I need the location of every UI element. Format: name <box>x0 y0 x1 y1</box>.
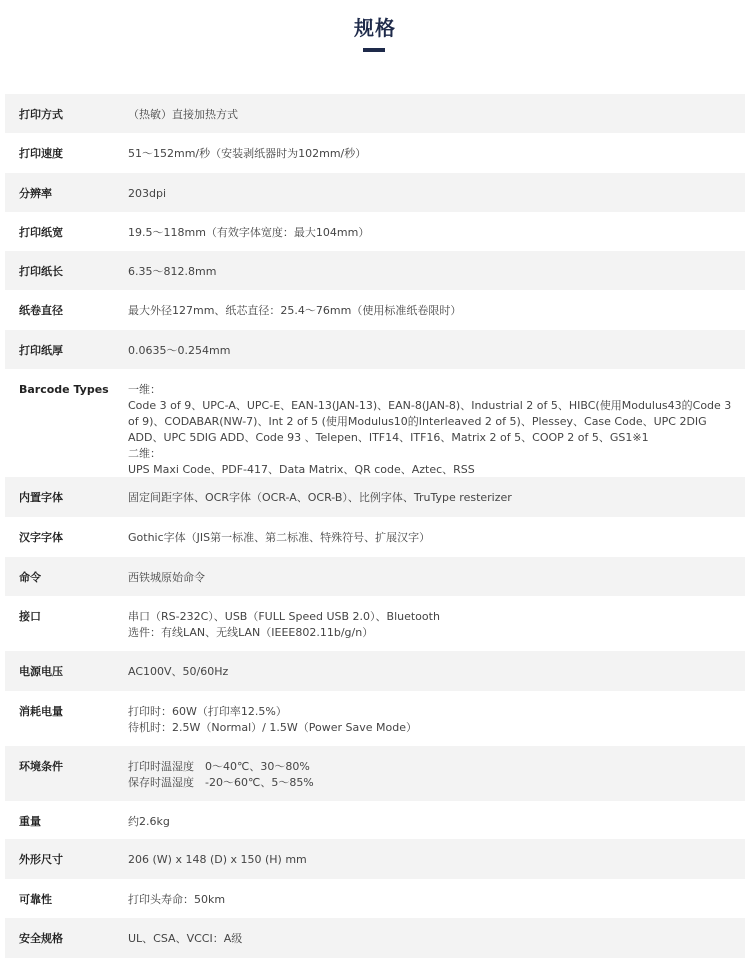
spec-row <box>5 173 745 212</box>
title-underline <box>363 48 385 52</box>
spec-label: 消耗电量 <box>19 705 63 718</box>
spec-value <box>115 609 745 641</box>
spec-label: 打印纸厚 <box>19 344 63 357</box>
spec-value-line: 打印时：60W（打印率12.5%） <box>128 705 287 718</box>
spec-value-line: 保存时温湿度 -20～60℃、5～85% <box>128 776 314 789</box>
spec-label: 打印纸宽 <box>19 226 63 239</box>
spec-row <box>5 879 745 918</box>
spec-value <box>115 704 745 736</box>
page-title: 规格 <box>354 16 396 40</box>
spec-value <box>115 570 745 586</box>
spec-value-line: 206 (W) x 148 (D) x 150 (H) mm <box>128 853 307 866</box>
spec-value-line: 最大外径127mm、纸芯直径：25.4～76mm（使用标准纸卷限时） <box>128 304 462 317</box>
spec-value-line: 固定间距字体、OCR字体（OCR-A、OCR-B）、比例字体、TruType resterizer <box>128 491 512 504</box>
spec-value-line: 203dpi <box>128 187 167 200</box>
spec-label: 外形尺寸 <box>19 853 63 866</box>
spec-value <box>115 382 745 478</box>
spec-value-line: Gothic字体（JIS第一标准、第二标准、特殊符号、扩展汉字） <box>128 531 431 544</box>
spec-value <box>115 664 745 680</box>
spec-value-line: 打印头寿命：50km <box>128 893 226 906</box>
spec-label: 接口 <box>19 610 41 623</box>
spec-value-line: 6.35～812.8mm <box>128 265 217 278</box>
spec-value-line: UL、CSA、VCCI：A级 <box>128 932 243 945</box>
spec-row <box>5 212 745 251</box>
spec-value-line: 西铁城原始命令 <box>128 571 205 584</box>
spec-value <box>115 759 745 791</box>
spec-label: 打印纸长 <box>19 265 63 278</box>
spec-value-line: 打印时温湿度 0～40℃、30～80% <box>128 760 310 773</box>
spec-value <box>115 107 745 123</box>
spec-value-line: 约2.6kg <box>128 815 170 828</box>
spec-value-line: 0.0635～0.254mm <box>128 344 231 357</box>
spec-value-line: 51～152mm/秒（安装剥纸器时为102mm/秒） <box>128 147 367 160</box>
spec-value <box>115 530 745 546</box>
spec-label: 重量 <box>19 815 41 828</box>
spec-value-line: AC100V、50/60Hz <box>128 665 229 678</box>
spec-label: 安全规格 <box>19 932 63 945</box>
spec-label: Barcode Types <box>19 383 109 396</box>
spec-row <box>5 133 745 173</box>
spec-label: 打印速度 <box>19 147 63 160</box>
spec-value <box>115 931 745 947</box>
spec-row <box>5 517 745 557</box>
spec-value <box>115 146 745 162</box>
spec-row <box>5 557 745 596</box>
spec-value <box>115 303 745 319</box>
spec-row <box>5 369 745 477</box>
spec-label: 分辨率 <box>19 187 52 200</box>
spec-row <box>5 839 745 879</box>
spec-value <box>115 892 745 908</box>
spec-value <box>115 264 745 280</box>
spec-value-line: 19.5～118mm（有效字体宽度：最大104mm） <box>128 226 370 239</box>
spec-value <box>115 225 745 241</box>
spec-value <box>115 814 745 830</box>
spec-value-line: （热敏）直接加热方式 <box>128 108 238 121</box>
spec-value <box>115 343 745 359</box>
spec-row <box>5 746 745 801</box>
spec-value <box>115 186 745 202</box>
spec-value-line: 选件：有线LAN、无线LAN（IEEE802.11b/g/n） <box>128 626 374 639</box>
spec-row <box>5 801 745 839</box>
spec-label: 汉字字体 <box>19 531 63 544</box>
spec-row <box>5 94 745 133</box>
spec-row <box>5 651 745 691</box>
spec-label: 纸卷直径 <box>19 304 63 317</box>
spec-row <box>5 330 745 369</box>
spec-label: 环境条件 <box>19 760 63 773</box>
spec-label: 打印方式 <box>19 108 63 121</box>
spec-value <box>115 490 745 506</box>
spec-value-line: 待机时：2.5W（Normal）/ 1.5W（Power Save Mode） <box>128 721 417 734</box>
spec-label: 内置字体 <box>19 491 63 504</box>
spec-value-line: Code 3 of 9、UPC-A、UPC-E、EAN-13(JAN-13)、EAN-8(JAN-8)、Industrial 2 of 5、HIBC(使用Modulus43的Code 3 of 9)、CODABAR(NW-7)、Int 2 of 5 (使用Modulus10的Interleaved 2 of 5)、Plessey、Case Code、UPC 2DIG ADD、UPC 5DIG ADD、Code 93 、Telepen、ITF14、ITF16、Matrix 2 of 5、COOP 2 of 5、GS1※1 <box>128 399 732 444</box>
spec-value <box>115 852 745 868</box>
spec-row <box>5 251 745 290</box>
spec-row <box>5 477 745 517</box>
spec-label: 可靠性 <box>19 893 52 906</box>
spec-table <box>5 94 745 958</box>
spec-row <box>5 918 745 958</box>
spec-row <box>5 691 745 746</box>
spec-row <box>5 596 745 651</box>
spec-label: 电源电压 <box>19 665 63 678</box>
spec-value-line: UPS Maxi Code、PDF-417、Data Matrix、QR code、Aztec、RSS <box>128 463 475 476</box>
spec-row <box>5 290 745 330</box>
spec-value-line: 串口（RS-232C）、USB（FULL Speed USB 2.0）、Bluetooth <box>128 610 440 623</box>
spec-value-line: 一维： <box>128 383 161 396</box>
spec-value-line: 二维： <box>128 447 161 460</box>
spec-label: 命令 <box>19 571 41 584</box>
